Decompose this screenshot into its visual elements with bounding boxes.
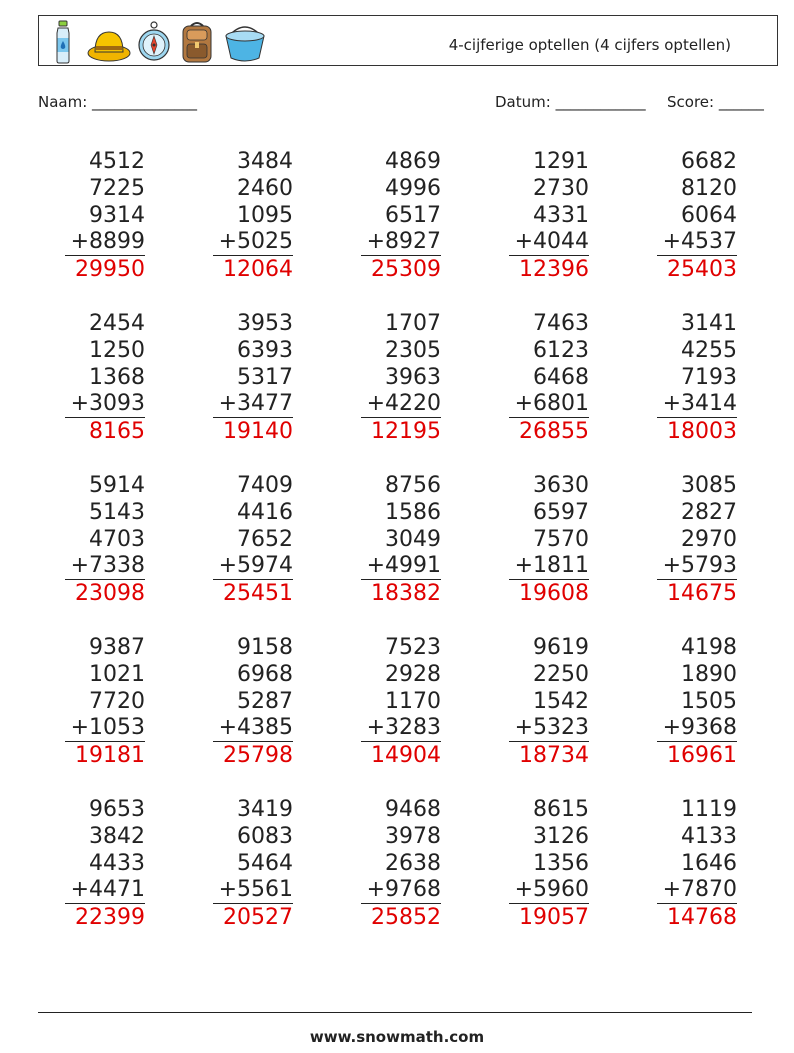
addend: +4385 (213, 715, 293, 742)
addend: 3978 (385, 824, 441, 849)
addend: 7720 (89, 689, 145, 714)
worksheet-title: 4-cijferige optellen (4 cijfers optellen) (448, 36, 731, 54)
addend: +9368 (657, 715, 737, 742)
addend: 1646 (681, 851, 737, 876)
addend: +5323 (509, 715, 589, 742)
compass-icon (137, 20, 171, 64)
bucket-icon (223, 20, 267, 64)
addend: +1053 (65, 715, 145, 742)
addend: 5914 (89, 473, 145, 498)
answer: 8165 (89, 419, 145, 444)
addition-problem (509, 796, 589, 931)
addend: 1021 (89, 662, 145, 687)
answer: 14768 (667, 905, 737, 930)
addend: 6468 (533, 365, 589, 390)
addend: 1356 (533, 851, 589, 876)
answer: 23098 (75, 581, 145, 606)
addend: 3630 (533, 473, 589, 498)
addend: +7338 (65, 553, 145, 580)
backpack-icon (179, 20, 215, 64)
date-field-label: Datum: ____________ (495, 93, 646, 111)
addition-problem (213, 796, 293, 931)
addend: 3419 (237, 797, 293, 822)
answer: 29950 (75, 257, 145, 282)
addend: 4512 (89, 149, 145, 174)
answer: 19140 (223, 419, 293, 444)
addend: 1170 (385, 689, 441, 714)
addend: 7652 (237, 527, 293, 552)
addition-problem (361, 634, 441, 769)
addend: 8120 (681, 176, 737, 201)
addend: +5561 (213, 877, 293, 904)
addend: 6517 (385, 203, 441, 228)
addend: +4220 (361, 391, 441, 418)
addition-problem (509, 472, 589, 607)
addend: 7409 (237, 473, 293, 498)
addend: 8615 (533, 797, 589, 822)
addend: 6083 (237, 824, 293, 849)
addition-problem (657, 796, 737, 931)
answer: 18003 (667, 419, 737, 444)
addend: 1095 (237, 203, 293, 228)
answer: 12064 (223, 257, 293, 282)
addend: 9653 (89, 797, 145, 822)
name-field-label: Naam: ______________ (38, 93, 198, 111)
addend: 6393 (237, 338, 293, 363)
addend: 2638 (385, 851, 441, 876)
addend: 6968 (237, 662, 293, 687)
addend: 2970 (681, 527, 737, 552)
addend: 1119 (681, 797, 737, 822)
answer: 14675 (667, 581, 737, 606)
answer: 20527 (223, 905, 293, 930)
addition-problem (65, 472, 145, 607)
addition-problem (361, 148, 441, 283)
addend: 3049 (385, 527, 441, 552)
addend: 5464 (237, 851, 293, 876)
addend: 4703 (89, 527, 145, 552)
addend: 3085 (681, 473, 737, 498)
addend: 3953 (237, 311, 293, 336)
addend: 5287 (237, 689, 293, 714)
addend: 9314 (89, 203, 145, 228)
answer: 26855 (519, 419, 589, 444)
addition-problem (213, 472, 293, 607)
addend: 4996 (385, 176, 441, 201)
answer: 12396 (519, 257, 589, 282)
addend: 3963 (385, 365, 441, 390)
addition-problem (65, 148, 145, 283)
addend: 1586 (385, 500, 441, 525)
addend: 3484 (237, 149, 293, 174)
answer: 14904 (371, 743, 441, 768)
addend: +5974 (213, 553, 293, 580)
header-box (38, 15, 778, 66)
addend: 4133 (681, 824, 737, 849)
answer: 19608 (519, 581, 589, 606)
addend: 7193 (681, 365, 737, 390)
safari-hat-icon (87, 20, 131, 64)
addend: 4433 (89, 851, 145, 876)
footer-site-link[interactable]: www.snowmath.com (309, 1028, 485, 1046)
footer-divider (38, 1012, 752, 1013)
addend: 6597 (533, 500, 589, 525)
addend: 4198 (681, 635, 737, 660)
addend: +8899 (65, 229, 145, 256)
addend: 6123 (533, 338, 589, 363)
addition-problem (361, 472, 441, 607)
addition-problem (509, 310, 589, 445)
addend: +9768 (361, 877, 441, 904)
addend: 1542 (533, 689, 589, 714)
addend: 6064 (681, 203, 737, 228)
addend: 3126 (533, 824, 589, 849)
addend: 2454 (89, 311, 145, 336)
answer: 19057 (519, 905, 589, 930)
addition-problem (361, 310, 441, 445)
addition-problem (509, 148, 589, 283)
addend: 1368 (89, 365, 145, 390)
addend: 2250 (533, 662, 589, 687)
addition-problem (213, 310, 293, 445)
addend: +3414 (657, 391, 737, 418)
addend: 7523 (385, 635, 441, 660)
addition-problem (657, 634, 737, 769)
answer: 25451 (223, 581, 293, 606)
score-field-label: Score: ______ (667, 93, 764, 111)
addend: 9158 (237, 635, 293, 660)
addend: 1291 (533, 149, 589, 174)
addition-problem (65, 310, 145, 445)
addition-problem (657, 310, 737, 445)
addend: 2460 (237, 176, 293, 201)
addend: 9468 (385, 797, 441, 822)
addend: +4471 (65, 877, 145, 904)
answer: 25309 (371, 257, 441, 282)
answer: 25852 (371, 905, 441, 930)
answer: 25403 (667, 257, 737, 282)
answer: 12195 (371, 419, 441, 444)
addend: +5025 (213, 229, 293, 256)
answer: 25798 (223, 743, 293, 768)
addend: 2928 (385, 662, 441, 687)
answer: 16961 (667, 743, 737, 768)
addend: +7870 (657, 877, 737, 904)
addend: 3842 (89, 824, 145, 849)
answer: 22399 (75, 905, 145, 930)
addend: +4044 (509, 229, 589, 256)
addend: 5143 (89, 500, 145, 525)
addend: 7570 (533, 527, 589, 552)
addition-problem (65, 796, 145, 931)
addend: 4416 (237, 500, 293, 525)
addend: +4537 (657, 229, 737, 256)
answer: 18734 (519, 743, 589, 768)
addend: 5317 (237, 365, 293, 390)
addend: 1890 (681, 662, 737, 687)
addend: 9619 (533, 635, 589, 660)
addend: +6801 (509, 391, 589, 418)
addend: 7463 (533, 311, 589, 336)
addend: +4991 (361, 553, 441, 580)
addition-problem (213, 634, 293, 769)
addend: 4331 (533, 203, 589, 228)
addition-problem (509, 634, 589, 769)
answer: 18382 (371, 581, 441, 606)
addend: +1811 (509, 553, 589, 580)
addend: 1505 (681, 689, 737, 714)
addend: +8927 (361, 229, 441, 256)
answer: 19181 (75, 743, 145, 768)
addend: +3283 (361, 715, 441, 742)
addend: 4255 (681, 338, 737, 363)
addend: 4869 (385, 149, 441, 174)
addend: 8756 (385, 473, 441, 498)
addition-problem (657, 472, 737, 607)
addend: 2305 (385, 338, 441, 363)
addend: 9387 (89, 635, 145, 660)
addend: 1707 (385, 311, 441, 336)
addition-problem (361, 796, 441, 931)
addition-problem (65, 634, 145, 769)
addend: 6682 (681, 149, 737, 174)
addend: +5793 (657, 553, 737, 580)
addition-problem (213, 148, 293, 283)
addend: 7225 (89, 176, 145, 201)
water-bottle-icon (53, 20, 73, 64)
addend: 1250 (89, 338, 145, 363)
addend: +3477 (213, 391, 293, 418)
addend: 2827 (681, 500, 737, 525)
addend: +5960 (509, 877, 589, 904)
addition-problem (657, 148, 737, 283)
addend: +3093 (65, 391, 145, 418)
addend: 2730 (533, 176, 589, 201)
addend: 3141 (681, 311, 737, 336)
